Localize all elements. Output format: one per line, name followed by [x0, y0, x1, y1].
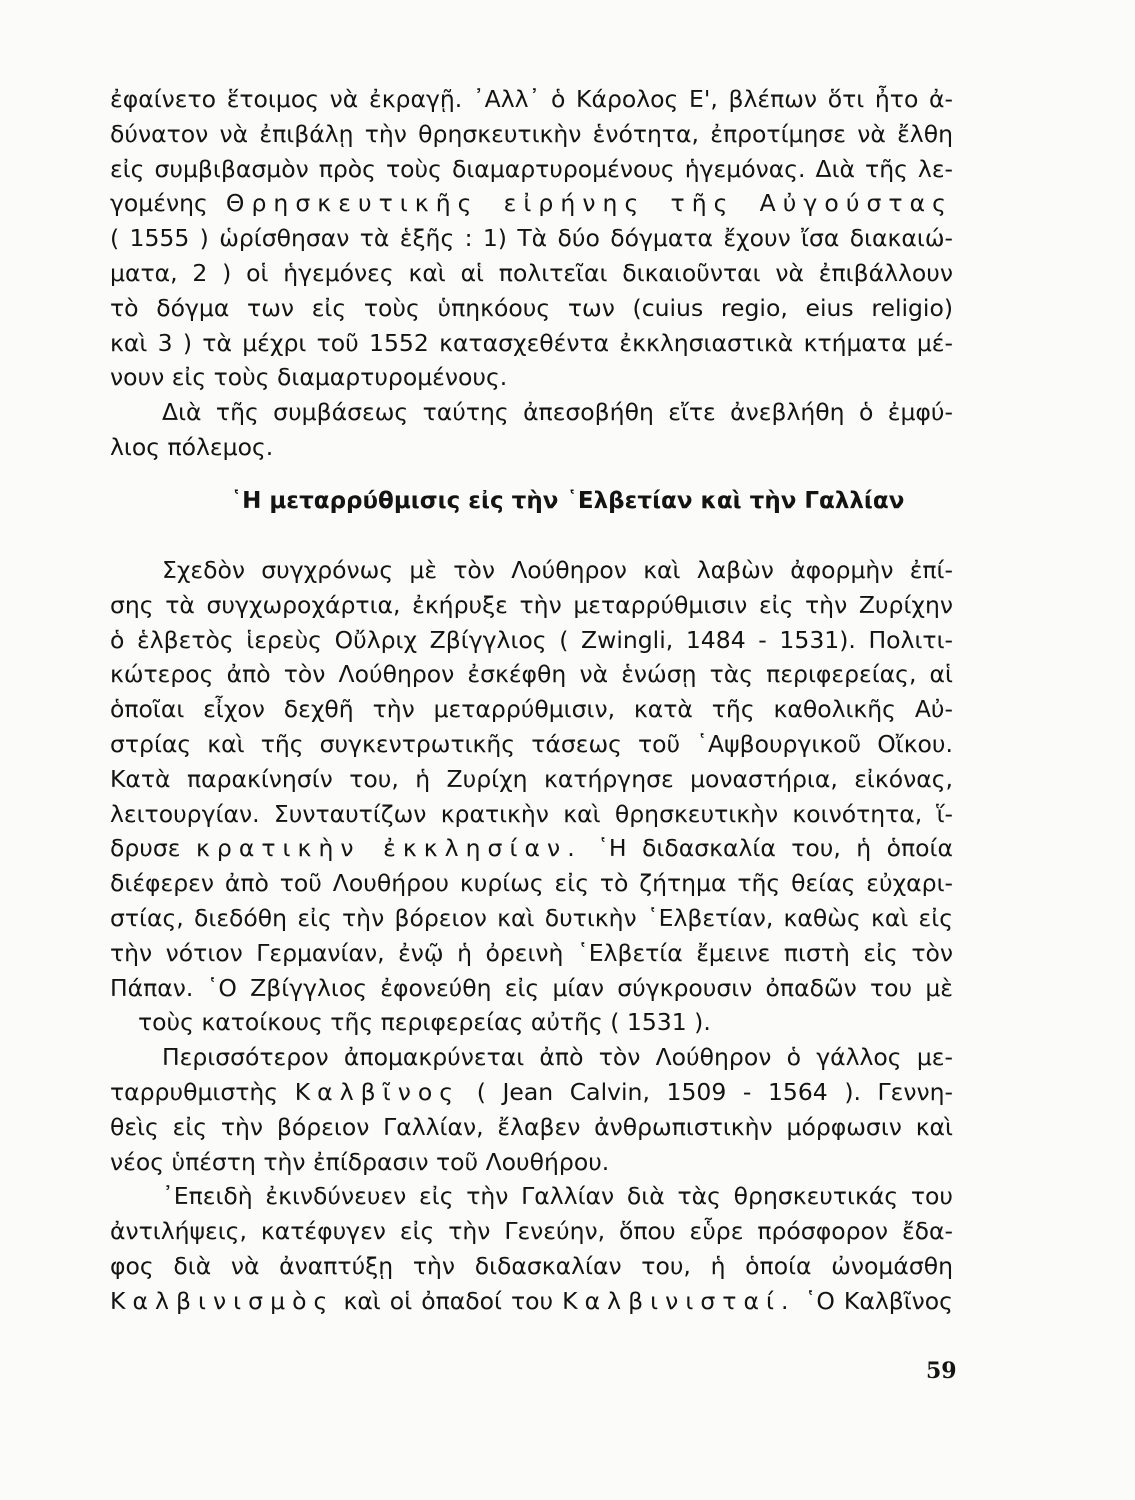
text-line: νέος ὑπέστη τὴν ἐπίδρασιν τοῦ Λουθήρου.	[110, 1147, 610, 1176]
text-line: στίας, διεδόθη εἰς τὴν βόρειον καὶ δυτικὴν ῾Ελβετίαν, καθὼς καὶ εἰς	[110, 903, 953, 932]
text-run: δρυσε	[110, 834, 181, 863]
text-line: σης τὰ συγχωροχάρτια, ἐκήρυξε τὴν μεταρρύθμισιν εἰς τὴν Ζυρίχην	[110, 590, 953, 619]
text-run: ταρρυθμιστὴς	[110, 1077, 279, 1106]
text-line	[110, 1075, 953, 1110]
body-text-upper	[110, 82, 953, 465]
text-line: κώτερος ἀπὸ τὸν Λούθηρον ἐσκέφθη νὰ ἑνώσῃ τὰς περιφερείας, αἱ	[110, 660, 953, 689]
text-line: εἰς συμβιβασμὸν πρὸς τοὺς διαμαρτυρομένους ἡγεμόνας. Διὰ τῆς λε-	[110, 154, 953, 183]
text-run: ῾Η διδασκαλία του, ἡ ὁποία	[597, 834, 953, 863]
text-line: διέφερεν ἀπὸ τοῦ Λουθήρου κυρίως εἰς τὸ ζήτημα τῆς θείας εὐχαρι-	[110, 869, 953, 898]
text-line: ὁ ἑλβετὸς ἱερεὺς Οὔλριχ Ζβίγγλιος ( Zwingli, 1484 - 1531). Πολιτι-	[110, 625, 953, 654]
text-line: ἐφαίνετο ἕτοιμος νὰ ἐκραγῇ. ᾿Αλλ᾿ ὁ Κάρολος Ε', βλέπων ὅτι ἦτο ἀ-	[110, 85, 953, 113]
spaced-term: Καλβῖνος	[294, 1077, 461, 1106]
text-line: τὸ δόγμα των εἰς τοὺς ὑπηκόους των (cuius regio, eius religio)	[110, 293, 953, 322]
spaced-term: Θρησκευτικῆς εἰρήνης τῆς Αὐγούστας	[225, 189, 953, 218]
text-line: Περισσότερον ἀπομακρύνεται ἀπὸ τὸν Λούθηρον ὁ γάλλος με-	[162, 1043, 953, 1072]
text-line: φος διὰ νὰ ἀναπτύξῃ τὴν διδασκαλίαν του, ἡ ὁποία ὠνομάσθη	[110, 1251, 953, 1280]
text-line: Πάπαν. ῾Ο Ζβίγγλιος ἐφονεύθη εἰς μίαν σύγκρουσιν ὀπαδῶν του μὲ	[110, 973, 953, 1002]
text-line: ( 1555 ) ὡρίσθησαν τὰ ἑξῆς : 1) Τὰ δύο δόγματα ἔχουν ἴσα διακαιώ-	[110, 224, 953, 253]
text-run: ῾Ο Καλβῖνος	[804, 1286, 953, 1315]
text-line: λειτουργίαν. Συνταυτίζων κρατικὴν καὶ θρησκευτικὴν κοινότητα, ἵ-	[110, 799, 953, 828]
text-line: Κατὰ παρακίνησίν του, ἡ Ζυρίχη κατήργησε μοναστήρια, εἰκόνας,	[110, 764, 953, 793]
spaced-term: Καλβινισμὸς	[110, 1286, 335, 1315]
text-line: νουν εἰς τοὺς διαμαρτυρομένους.	[110, 363, 508, 392]
text-run: γομένης	[110, 189, 208, 218]
spaced-term: κρατικὴν ἐκκλησίαν.	[195, 834, 582, 863]
text-line: ὁποῖαι εἶχον δεχθῆ τὴν μεταρρύθμισιν, κατὰ τῆς καθολικῆς Αὐ-	[110, 695, 953, 724]
text-line: θεὶς εἰς τὴν βόρειον Γαλλίαν, ἔλαβεν ἀνθρωπιστικὴν μόρφωσιν καὶ	[110, 1112, 953, 1141]
text-line	[110, 186, 953, 221]
text-line: Διὰ τῆς συμβάσεως ταύτης ἀπεσοβήθη εἴτε ἀνεβλήθη ὁ ἐμφύ-	[162, 398, 953, 427]
text-line: ματα, 2 ) οἱ ἡγεμόνες καὶ αἱ πολιτεῖαι δικαιοῦνται νὰ ἐπιβάλλουν	[110, 258, 953, 287]
text-line	[110, 831, 953, 866]
body-text-lower	[110, 553, 953, 1319]
text-run: ( Jean Calvin, 1509 - 1564 ). Γεννη-	[476, 1077, 953, 1106]
section-heading: ῾Η μεταρρύθμισις εἰς τὴν ῾Ελβετίαν καὶ τὴν Γαλλίαν	[230, 488, 905, 514]
text-line: ᾿Επειδὴ ἐκινδύνευεν εἰς τὴν Γαλλίαν διὰ τὰς θρησκευτικάς του	[162, 1182, 953, 1211]
text-line: στρίας καὶ τῆς συγκεντρωτικῆς τάσεως τοῦ ῾Αψβουργικοῦ Οἴκου.	[110, 729, 953, 758]
text-line: λιος πόλεμος.	[110, 432, 274, 461]
text-line: Σχεδὸν συγχρόνως μὲ τὸν Λούθηρον καὶ λαβὼν ἀφορμὴν ἐπί-	[162, 556, 953, 584]
page-number: 59	[926, 1358, 957, 1384]
text-line: ἀντιλήψεις, κατέφυγεν εἰς τὴν Γενεύην, ὅπου εὗρε πρόσφορον ἔδα-	[110, 1217, 953, 1246]
text-line	[110, 1284, 953, 1319]
text-line: δύνατον νὰ ἐπιβάλῃ τὴν θρησκευτικὴν ἑνότητα, ἐπροτίμησε νὰ ἔλθη	[110, 119, 953, 148]
text-line: καὶ 3 ) τὰ μέχρι τοῦ 1552 κατασχεθέντα ἐκκλησιαστικὰ κτήματα μέ-	[110, 328, 953, 357]
spaced-term: Καλβινισταί.	[562, 1286, 796, 1315]
text-line: τοὺς κατοίκους τῆς περιφερείας αὐτῆς ( 1531 ).	[138, 1008, 711, 1037]
text-line: τὴν νότιον Γερμανίαν, ἐνῷ ἡ ὀρεινὴ ῾Ελβετία ἔμεινε πιστὴ εἰς τὸν	[110, 938, 953, 967]
text-run: καὶ οἱ ὀπαδοί του	[343, 1286, 554, 1315]
